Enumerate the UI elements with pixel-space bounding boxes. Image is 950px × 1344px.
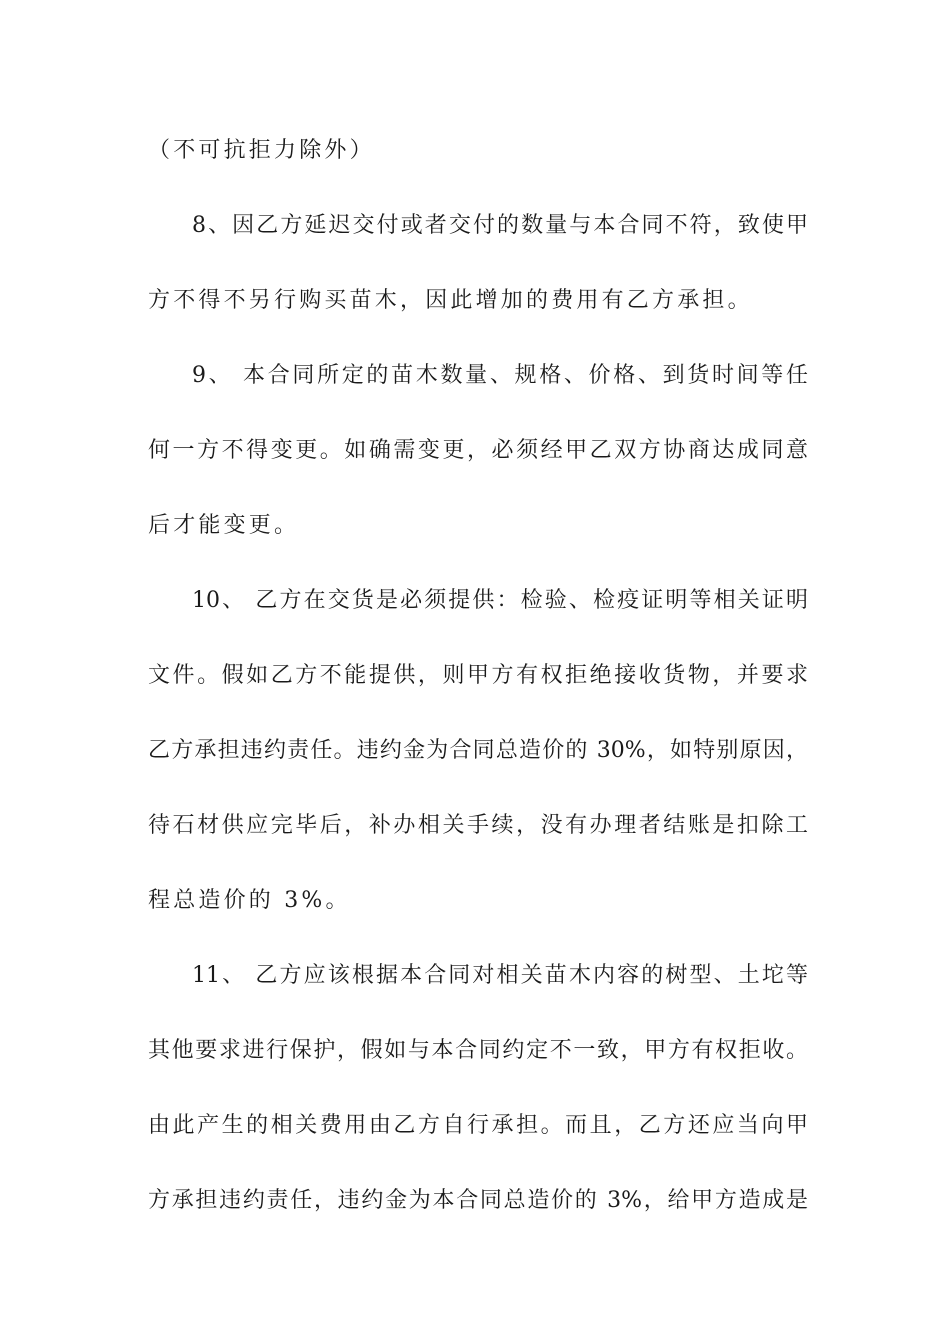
text-line: 程总造价的 3%。 [148,888,351,913]
clause-10-text: 10、 乙方在交货是必须提供：检验、检疫证明等相关证明 [192,588,808,613]
clause-11-text: 11、 乙方应该根据本合同对相关苗木内容的树型、土坨等 [192,963,808,988]
text-line: 乙方承担违约责任。违约金为合同总造价的 30%，如特别原因， [148,738,808,763]
text-line: 文件。假如乙方不能提供，则甲方有权拒绝接收货物，并要求 [148,663,808,688]
clause-9-text: 9、 本合同所定的苗木数量、规格、价格、到货时间等任 [192,363,808,388]
clause-8-text: 8、因乙方延迟交付或者交付的数量与本合同不符，致使甲 [192,213,808,238]
text-line: 方不得不另行购买苗木，因此增加的费用有乙方承担。 [148,288,753,313]
text-line: 其他要求进行保护，假如与本合同约定不一致，甲方有权拒收。 [148,1038,808,1063]
text-line: 待石材供应完毕后，补办相关手续，没有办理者结账是扣除工 [148,813,808,838]
text-line: （不可抗拒力除外） [148,138,375,163]
text-line: 方承担违约责任，违约金为本合同总造价的 3%，给甲方造成是 [148,1188,808,1213]
text-line: 由此产生的相关费用由乙方自行承担。而且，乙方还应当向甲 [148,1113,808,1138]
text-line: 后才能变更。 [148,513,300,538]
text-line: 何一方不得变更。如确需变更，必须经甲乙双方协商达成同意 [148,438,808,463]
